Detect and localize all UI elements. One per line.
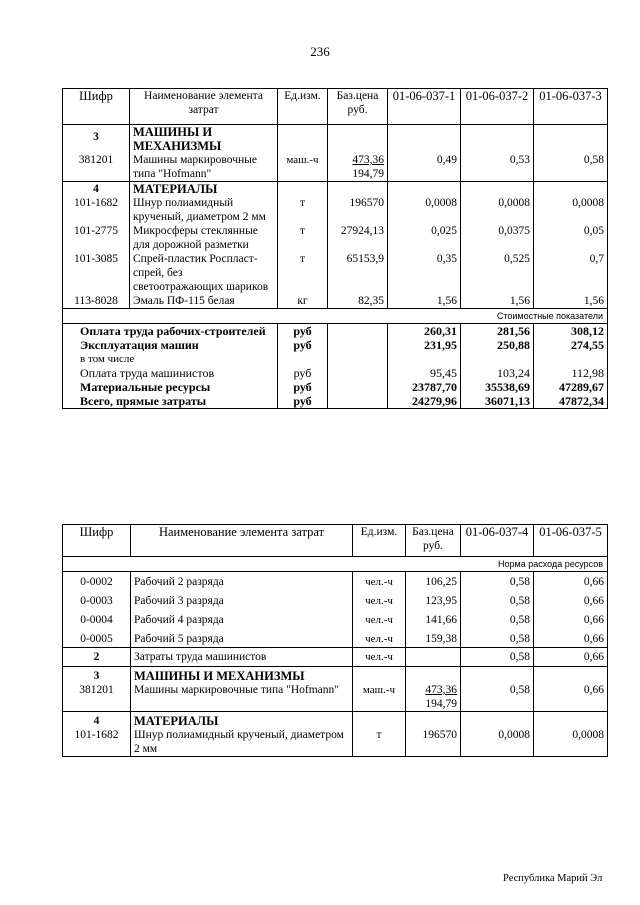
row-value-3: 1,56 — [534, 294, 608, 309]
row-price-second: 194,79 — [352, 168, 384, 180]
row-value-4: 0,58 — [461, 683, 534, 712]
cost-section-row — [63, 309, 608, 324]
row-value-5: 0,66 — [534, 572, 608, 591]
summary-value-3: 274,55 — [534, 338, 608, 352]
row-price: 141,66 — [406, 610, 461, 629]
section-title: МАТЕРИАЛЫ — [130, 182, 278, 197]
row-price: 123,95 — [406, 591, 461, 610]
row-code: 0-0002 — [63, 572, 131, 591]
summary-unit: руб — [278, 324, 328, 339]
row-value-4: 0,58 — [461, 629, 534, 648]
row-price: 65153,9 — [328, 252, 388, 294]
row-code: 381201 — [63, 153, 130, 182]
section-heading-materials — [63, 182, 608, 197]
summary-value-2: 250,88 — [461, 338, 534, 352]
section-code: 4 — [63, 182, 130, 197]
row-price: 196570 — [328, 196, 388, 224]
row-code: 101-2775 — [63, 224, 130, 252]
summary-value-1: 23787,70 — [388, 380, 461, 394]
row-unit: чел.-ч — [353, 591, 406, 610]
resource-table-1 — [62, 88, 608, 409]
page-footer: Республика Марий Эл — [503, 873, 603, 884]
row-name: Микросферы стеклянные для дорожной разметки — [130, 224, 278, 252]
summary-row — [63, 366, 608, 380]
table-row — [63, 252, 608, 294]
summary-row — [63, 380, 608, 394]
section-title: МАШИНЫ И МЕХАНИЗМЫ — [131, 667, 353, 684]
row-price — [406, 648, 461, 667]
row-value-4: 0,58 — [461, 610, 534, 629]
row-price: 106,25 — [406, 572, 461, 591]
header-name: Наименование элемента затрат — [131, 525, 353, 557]
summary-row — [63, 324, 608, 339]
row-code: 0-0005 — [63, 629, 131, 648]
table-row — [63, 224, 608, 252]
summary-unit: руб — [278, 380, 328, 394]
row-value-4: 0,0008 — [461, 728, 534, 757]
row-price-value: 473,36 — [425, 684, 457, 696]
table-row — [63, 591, 608, 610]
summary-value-3: 112,98 — [534, 366, 608, 380]
row-value-2: 0,53 — [461, 153, 534, 182]
row-price: 82,35 — [328, 294, 388, 309]
row-code: 0-0003 — [63, 591, 131, 610]
row-code: 101-1682 — [63, 728, 131, 757]
row-unit: чел.-ч — [353, 648, 406, 667]
summary-value-2 — [461, 352, 534, 366]
row-value-2: 0,0375 — [461, 224, 534, 252]
summary-label: в том числе — [63, 352, 278, 366]
row-value-1: 0,025 — [388, 224, 461, 252]
section-row-operators — [63, 648, 608, 667]
summary-value-2: 281,56 — [461, 324, 534, 339]
row-unit: маш.-ч — [353, 683, 406, 712]
summary-label: Оплата труда машинистов — [63, 366, 278, 380]
header-unit: Ед.изм. — [278, 89, 328, 125]
section-heading-materials — [63, 712, 608, 729]
row-value-4: 0,58 — [461, 572, 534, 591]
section-code: 3 — [63, 667, 131, 684]
summary-unit: руб — [278, 394, 328, 409]
header-price: Баз.цена руб. — [328, 89, 388, 125]
row-unit: т — [353, 728, 406, 757]
row-name: Спрей-пластик Роспласт-спрей, без светоотражающих шариков — [130, 252, 278, 294]
summary-value-3: 308,12 — [534, 324, 608, 339]
header-code: Шифр — [63, 525, 131, 557]
summary-row — [63, 352, 608, 366]
row-value-5: 0,66 — [534, 591, 608, 610]
summary-label: Эксплуатация машин — [63, 338, 278, 352]
summary-row — [63, 394, 608, 409]
header-unit: Ед.изм. — [353, 525, 406, 557]
row-name: Шнур полиамидный крученый, диаметром 2 мм — [131, 728, 353, 757]
summary-value-1: 95,45 — [388, 366, 461, 380]
row-value-1: 0,49 — [388, 153, 461, 182]
table-row — [63, 294, 608, 309]
row-value-1: 0,35 — [388, 252, 461, 294]
summary-label: Оплата труда рабочих-строителей — [63, 324, 278, 339]
row-unit: кг — [278, 294, 328, 309]
header-col5: 01-06-037-5 — [534, 525, 608, 557]
summary-value-1 — [388, 352, 461, 366]
section-title: МАТЕРИАЛЫ — [131, 712, 353, 729]
row-value-5: 0,0008 — [534, 728, 608, 757]
norm-section-label: Норма расхода ресурсов — [63, 557, 608, 572]
row-value-3: 0,05 — [534, 224, 608, 252]
row-price: 27924,13 — [328, 224, 388, 252]
row-code: 101-1682 — [63, 196, 130, 224]
row-name: Рабочий 3 разряда — [131, 591, 353, 610]
resource-table-2 — [62, 524, 608, 757]
summary-unit: руб — [278, 338, 328, 352]
header-col4: 01-06-037-4 — [461, 525, 534, 557]
row-unit: т — [278, 196, 328, 224]
section-heading-machines — [63, 125, 608, 154]
summary-value-2: 35538,69 — [461, 380, 534, 394]
row-code: 101-3085 — [63, 252, 130, 294]
summary-value-3: 47289,67 — [534, 380, 608, 394]
row-name: Шнур полиамидный крученый, диаметром 2 мм — [130, 196, 278, 224]
row-value-1: 1,56 — [388, 294, 461, 309]
row-value-4: 0,58 — [461, 591, 534, 610]
row-price-second: 194,79 — [425, 698, 457, 710]
row-value-1: 0,0008 — [388, 196, 461, 224]
row-price-value: 473,36 — [352, 154, 384, 166]
row-code: 0-0004 — [63, 610, 131, 629]
table-row — [63, 153, 608, 182]
summary-label: Всего, прямые затраты — [63, 394, 278, 409]
norm-section-row — [63, 557, 608, 572]
cost-section-label: Стоимостные показатели — [63, 309, 608, 324]
table-row — [63, 629, 608, 648]
row-name: Затраты труда машинистов — [131, 648, 353, 667]
table-row — [63, 196, 608, 224]
summary-value-1: 231,95 — [388, 338, 461, 352]
row-name: Рабочий 2 разряда — [131, 572, 353, 591]
row-value-3: 0,58 — [534, 153, 608, 182]
summary-label: Материальные ресурсы — [63, 380, 278, 394]
row-unit: маш.-ч — [278, 153, 328, 182]
summary-value-2: 36071,13 — [461, 394, 534, 409]
section-code: 2 — [63, 648, 131, 667]
row-value-5: 0,66 — [534, 610, 608, 629]
table-header-row — [63, 89, 608, 125]
row-name: Рабочий 5 разряда — [131, 629, 353, 648]
header-col1: 01-06-037-1 — [388, 89, 461, 125]
row-unit: т — [278, 252, 328, 294]
page-number: 236 — [310, 44, 330, 59]
row-name: Эмаль ПФ-115 белая — [130, 294, 278, 309]
row-price — [406, 683, 461, 712]
row-price: 159,38 — [406, 629, 461, 648]
row-code: 113-8028 — [63, 294, 130, 309]
row-code: 381201 — [63, 683, 131, 712]
row-name: Машины маркировочные типа "Hofmann" — [130, 153, 278, 182]
section-title: МАШИНЫ И МЕХАНИЗМЫ — [130, 125, 278, 154]
summary-unit: руб — [278, 366, 328, 380]
row-unit: т — [278, 224, 328, 252]
header-col2: 01-06-037-2 — [461, 89, 534, 125]
row-value-5: 0,66 — [534, 683, 608, 712]
row-value-5: 0,66 — [534, 648, 608, 667]
row-name: Рабочий 4 разряда — [131, 610, 353, 629]
header-name: Наименование элемента затрат — [130, 89, 278, 125]
table-row — [63, 572, 608, 591]
row-name: Машины маркировочные типа "Hofmann" — [131, 683, 353, 712]
row-unit: чел.-ч — [353, 629, 406, 648]
row-value-2: 1,56 — [461, 294, 534, 309]
table-row — [63, 610, 608, 629]
summary-value-1: 24279,96 — [388, 394, 461, 409]
row-value-2: 0,0008 — [461, 196, 534, 224]
row-value-4: 0,58 — [461, 648, 534, 667]
row-price: 196570 — [406, 728, 461, 757]
table-header-row — [63, 525, 608, 557]
header-code: Шифр — [63, 89, 130, 125]
header-col3: 01-06-037-3 — [534, 89, 608, 125]
header-price: Баз.цена руб. — [406, 525, 461, 557]
row-unit: чел.-ч — [353, 610, 406, 629]
row-price — [328, 153, 388, 182]
table-row — [63, 683, 608, 712]
section-code: 3 — [63, 125, 130, 154]
section-heading-machines — [63, 667, 608, 684]
summary-value-3 — [534, 352, 608, 366]
table-row — [63, 728, 608, 757]
row-value-2: 0,525 — [461, 252, 534, 294]
summary-value-3: 47872,34 — [534, 394, 608, 409]
summary-row — [63, 338, 608, 352]
summary-value-2: 103,24 — [461, 366, 534, 380]
row-value-3: 0,0008 — [534, 196, 608, 224]
summary-value-1: 260,31 — [388, 324, 461, 339]
row-unit: чел.-ч — [353, 572, 406, 591]
summary-unit — [278, 352, 328, 366]
section-code: 4 — [63, 712, 131, 729]
row-value-3: 0,7 — [534, 252, 608, 294]
row-value-5: 0,66 — [534, 629, 608, 648]
